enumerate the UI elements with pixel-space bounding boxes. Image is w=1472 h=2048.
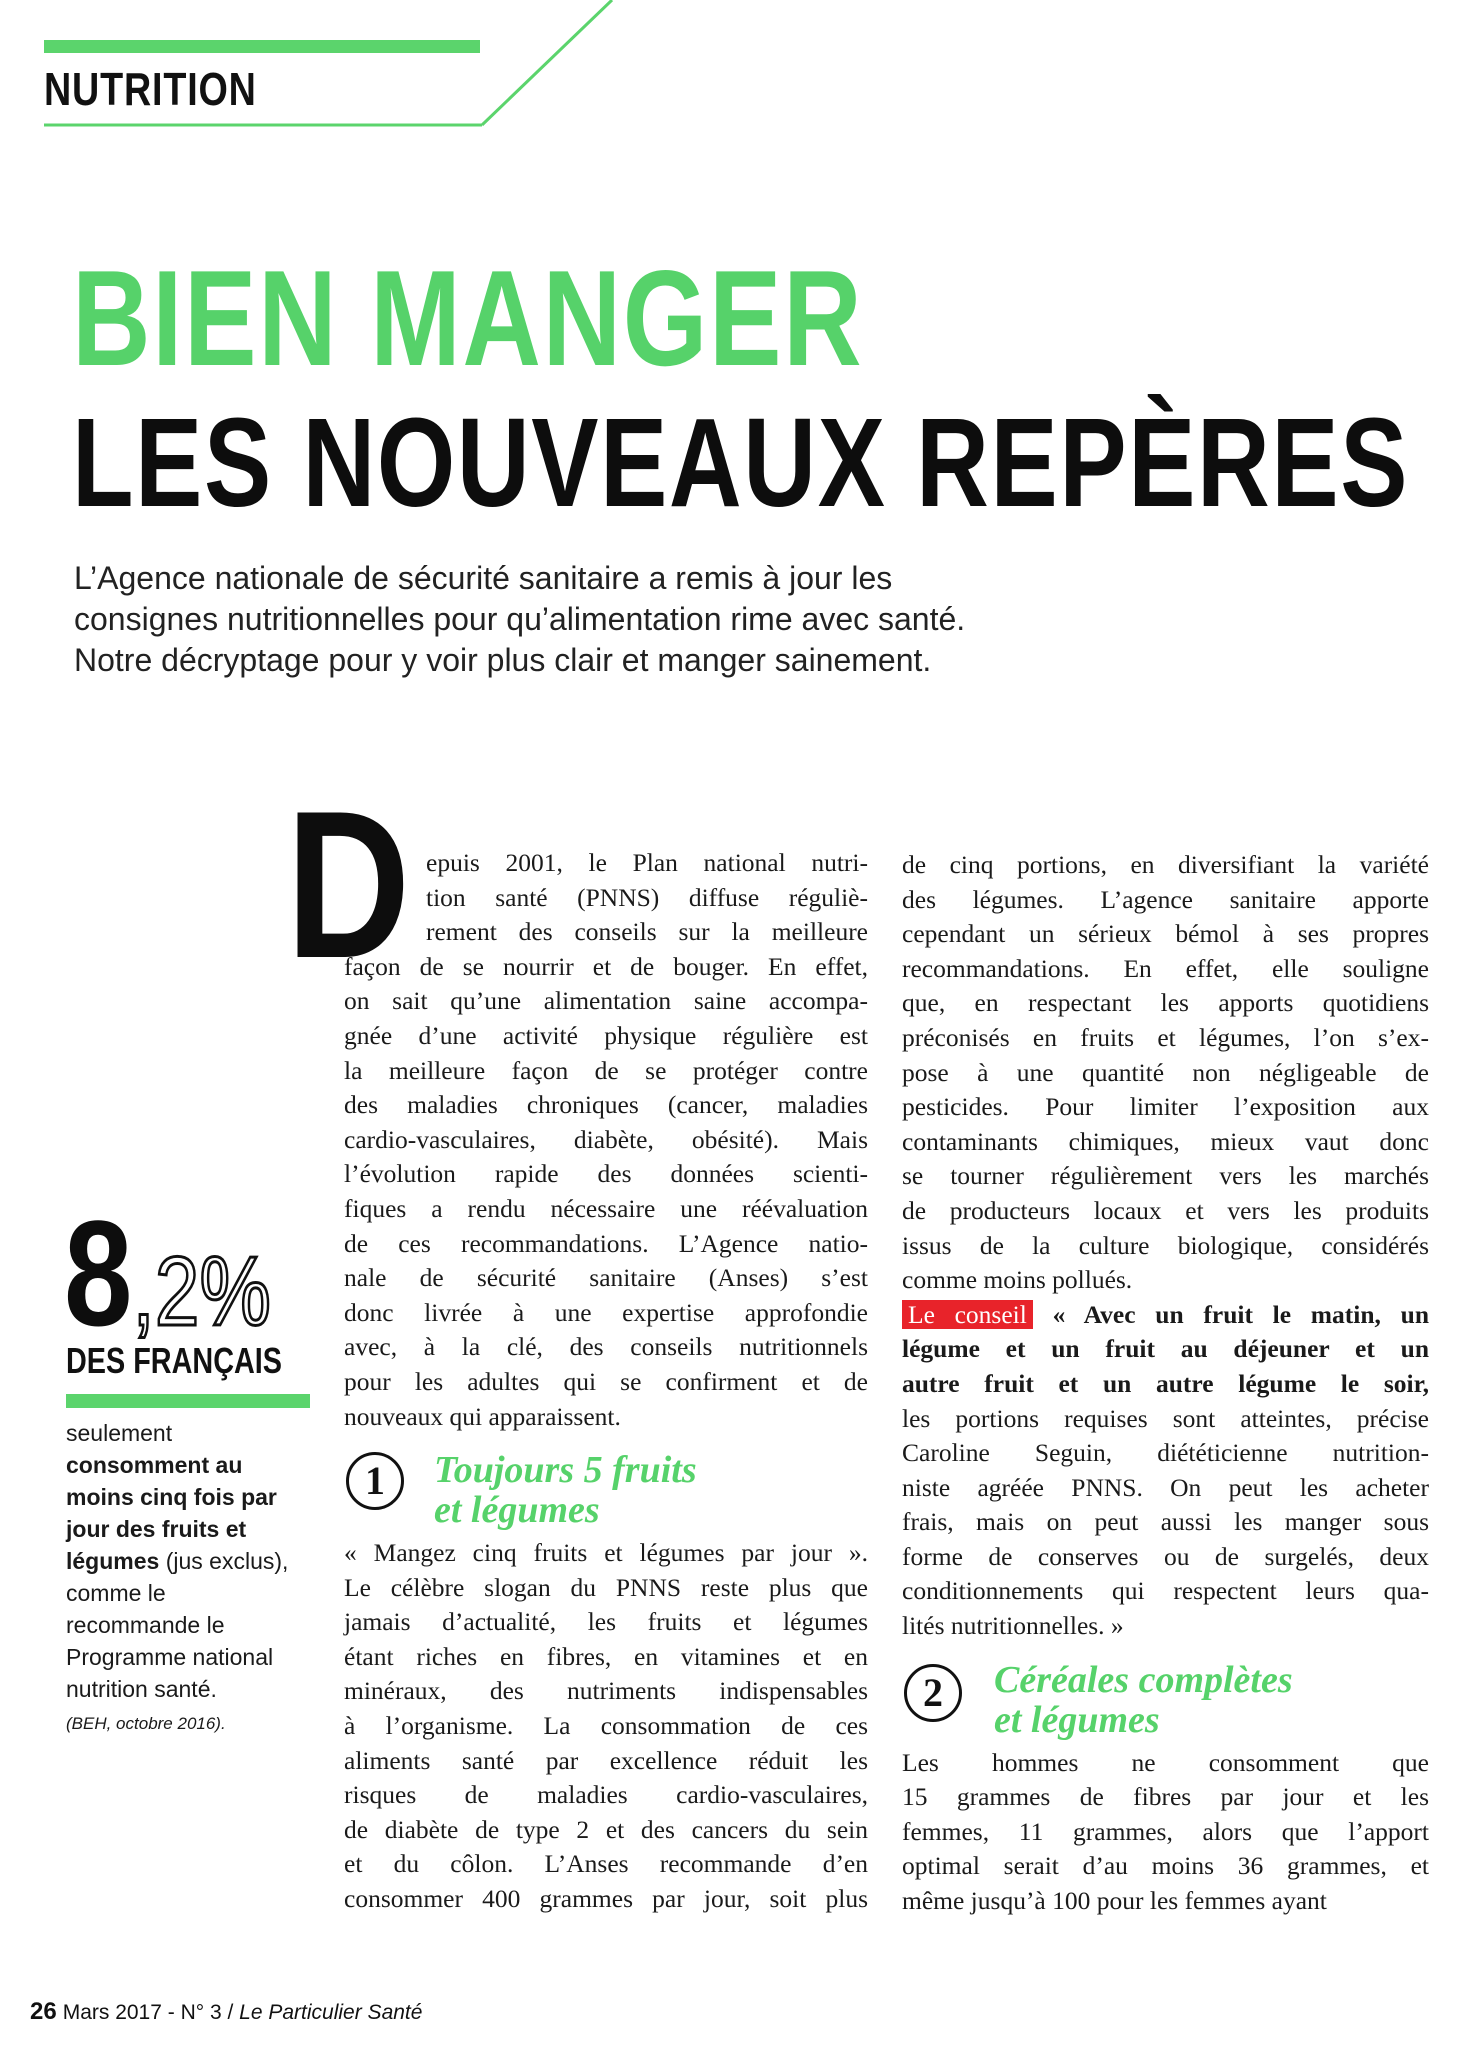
text-line: cependant un sérieux bémol à ses propres: [902, 919, 1429, 949]
stat-figure-decimal: ,2%: [132, 1236, 271, 1346]
text-line: niste agréée PNNS. On peut les acheter: [902, 1472, 1429, 1502]
text-line: pose à une quantité non négligeable de: [902, 1057, 1429, 1087]
article-column-right: [902, 848, 1429, 1919]
text-line: cardio-vasculaires, diabète, obésité). Mais: [344, 1124, 868, 1154]
text-line: de producteurs locaux et vers les produits: [902, 1195, 1429, 1225]
body-paragraph: [902, 848, 1429, 1298]
section-title-line: et légumes: [994, 1698, 1160, 1741]
page-footer: [30, 1998, 422, 2026]
text-line: femmes, 11 grammes, alors que l’apport: [902, 1816, 1429, 1846]
text-line: lités nutritionnelles. »: [902, 1611, 1124, 1641]
text-line: Le célèbre slogan du PNNS reste plus que: [344, 1572, 868, 1602]
text-line: gnée d’une activité physique régulière est: [344, 1020, 868, 1050]
advice-quote-bold: « Avec un fruit le matin, un: [1052, 1299, 1430, 1329]
section-rubric: NUTRITION: [44, 63, 257, 115]
text-line: recommandations. En effet, elle souligne: [902, 953, 1429, 983]
drop-cap: D: [286, 767, 411, 1002]
text-line: préconisés en fruits et légumes, l’on s’ex-: [902, 1022, 1429, 1052]
section-title-line: Céréales complètes: [994, 1658, 1293, 1701]
text-line: les portions requises sont atteintes, précise: [902, 1403, 1429, 1433]
text-line: étant riches en fibres, en vitamines et en: [344, 1641, 868, 1671]
text-line: consommer 400 grammes par jour, soit plus: [344, 1884, 868, 1914]
text-line: l’évolution rapide des données scienti-: [344, 1159, 868, 1189]
section-number-badge: 2: [904, 1664, 962, 1722]
text-line: de diabète de type 2 et des cancers du sein: [344, 1814, 868, 1844]
text-line: fiques a rendu nécessaire une réévaluation: [344, 1193, 868, 1223]
stat-subject: DES FRANÇAIS: [66, 1340, 283, 1381]
text-line: epuis 2001, le Plan national nutri-: [426, 848, 868, 877]
intro-line: consignes nutritionnelles pour qu’alimentation rime avec santé.: [74, 601, 966, 637]
text-line: optimal serait d’au moins 36 grammes, et: [902, 1851, 1429, 1881]
article-column-middle: [344, 846, 868, 1917]
text-line: frais, mais on peut aussi les manger sous: [902, 1507, 1429, 1537]
text-line: des maladies chroniques (cancer, maladies: [344, 1090, 868, 1120]
text-line: issus de la culture biologique, considérés: [902, 1230, 1429, 1260]
body-paragraph: [344, 950, 868, 1434]
intro-paragraph: [74, 558, 1074, 681]
text-line: [902, 1298, 1429, 1333]
text-line: « Mangez cinq fruits et légumes par jour ».: [344, 1538, 868, 1568]
page-number: 26: [30, 1998, 57, 2025]
text-line: minéraux, des nutriments indispensables: [344, 1676, 868, 1706]
section-number-badge: 1: [346, 1452, 404, 1510]
section-title: [994, 1660, 1293, 1740]
text-line: se tourner régulièrement vers les marchés: [902, 1161, 1429, 1191]
headline-line-1: BIEN MANGER: [72, 242, 864, 394]
text-line: Caroline Seguin, diététicienne nutrition-: [902, 1438, 1429, 1468]
text-line: même jusqu’à 100 pour les femmes ayant: [902, 1886, 1327, 1916]
stat-divider: [66, 1394, 310, 1408]
text-line: nale de sécurité sanitaire (Anses) s’est: [344, 1263, 868, 1293]
stat-text-pre: seulement: [66, 1420, 173, 1446]
text-line: avec, à la clé, des conseils nutritionnels: [344, 1332, 868, 1362]
section-title-line: et légumes: [434, 1489, 600, 1532]
text-line: pour les adultes qui se confirment et de: [344, 1366, 868, 1396]
text-line: comme moins pollués.: [902, 1265, 1133, 1295]
lead-paragraph: [344, 846, 868, 950]
issue-info: Mars 2017 - N° 3 /: [62, 2001, 234, 2024]
stat-text-post: (jus exclus), comme le recommande le Programme national nutrition santé.: [66, 1548, 289, 1702]
text-line: pesticides. Pour limiter l’exposition aux: [902, 1092, 1429, 1122]
text-line: contaminants chimiques, mieux vaut donc: [902, 1126, 1429, 1156]
stat-text-bold: consomment au moins cinq fois par jour des fruits et légumes: [66, 1452, 277, 1574]
body-paragraph: [902, 1746, 1429, 1919]
text-line: de ces recommandations. L’Agence natio-: [344, 1228, 868, 1258]
intro-line: Notre décryptage pour y voir plus clair et manger sainement.: [74, 642, 932, 678]
text-line: forme de conserves ou de surgelés, deux: [902, 1541, 1429, 1571]
text-line: tion santé (PNNS) diffuse réguliè-: [426, 882, 868, 912]
stat-source: (BEH, octobre 2016).: [66, 1714, 226, 1733]
text-line: que, en respectant les apports quotidiens: [902, 988, 1429, 1018]
text-line: 15 grammes de fibres par jour et les: [902, 1782, 1429, 1812]
text-line: autre fruit et un autre légume le soir,: [902, 1368, 1429, 1398]
text-line: aliments santé par excellence réduit les: [344, 1745, 868, 1775]
publication-name: Le Particulier Santé: [239, 2001, 423, 2024]
body-paragraph: [344, 1536, 868, 1917]
text-line: nouveaux qui apparaissent.: [344, 1401, 621, 1431]
text-line: et du côlon. L’Anses recommande d’en: [344, 1849, 868, 1879]
advice-badge: Le conseil: [902, 1300, 1033, 1329]
text-line: légume et un fruit au déjeuner et un: [902, 1334, 1429, 1364]
intro-line: L’Agence nationale de sécurité sanitaire a remis à jour les: [74, 560, 893, 596]
headline-line-2: LES NOUVEAUX REPÈRES: [72, 392, 1410, 533]
text-line: rement des conseils sur la meilleure: [426, 917, 868, 947]
section-heading-2: [902, 1650, 1429, 1746]
advice-paragraph: [902, 1298, 1429, 1644]
text-line: on sait qu’une alimentation saine accompa-: [344, 986, 868, 1016]
text-line: des légumes. L’agence sanitaire apporte: [902, 884, 1429, 914]
section-heading-1: [344, 1440, 868, 1536]
section-title: [434, 1450, 697, 1530]
text-line: façon de se nourrir et de bouger. En effet,: [344, 951, 868, 981]
text-line: la meilleure façon de se protéger contre: [344, 1055, 868, 1085]
text-line: conditionnements qui respectent leurs qua-: [902, 1576, 1429, 1606]
stat-figure-integer: 8: [64, 1189, 133, 1357]
text-line: donc livrée à une expertise approfondie: [344, 1297, 868, 1327]
text-line: Les hommes ne consomment que: [902, 1747, 1429, 1777]
text-line: risques de maladies cardio-vasculaires,: [344, 1780, 868, 1810]
text-line: jamais d’actualité, les fruits et légumes: [344, 1607, 868, 1637]
stat-description: [66, 1417, 306, 1740]
section-title-line: Toujours 5 fruits: [434, 1449, 697, 1492]
text-line: de cinq portions, en diversifiant la variété: [902, 850, 1429, 879]
text-line: à l’organisme. La consommation de ces: [344, 1711, 868, 1741]
